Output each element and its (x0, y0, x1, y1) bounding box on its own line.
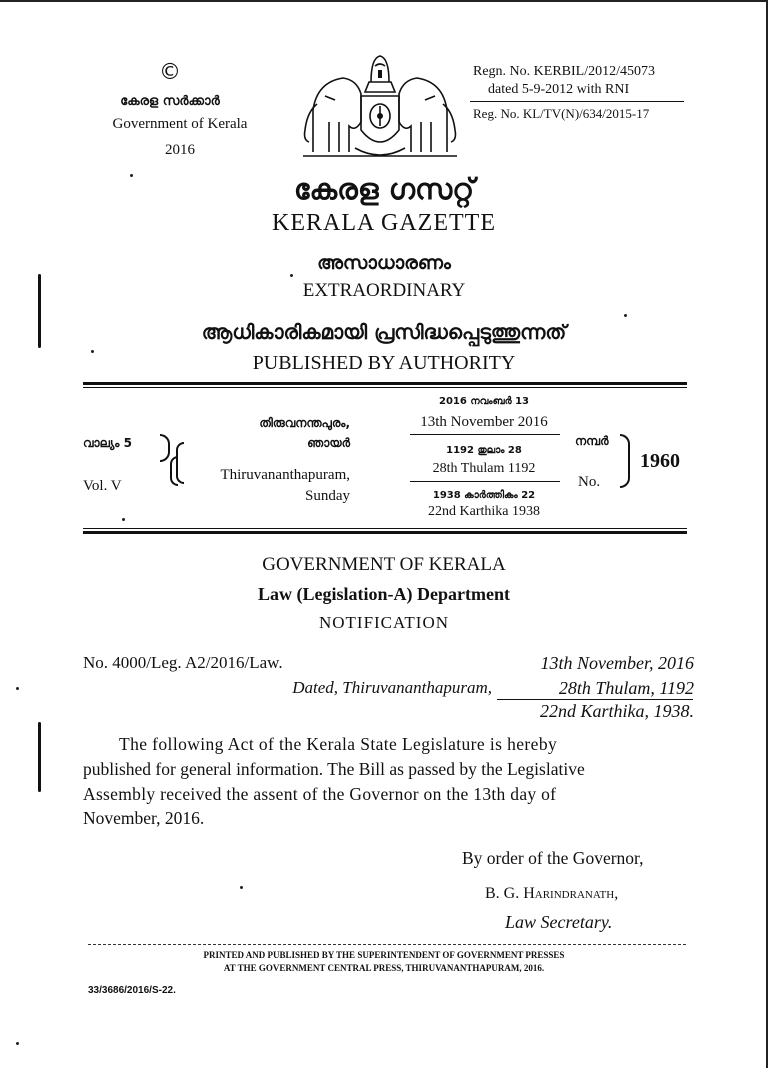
place-name: Thiruvananthapuram, (220, 467, 350, 483)
scan-mark (38, 722, 41, 792)
volume-brace (160, 434, 170, 462)
issue-bottom-rule (83, 531, 687, 534)
registration-date: dated 5-9-2012 with RNI (488, 82, 630, 97)
rni-registration-number: Reg. No. KL/TV(N)/634/2015-17 (473, 106, 650, 121)
date-divider-1 (410, 434, 560, 435)
notification-dated-label: Dated, Thiruvananthapuram, (292, 678, 492, 697)
signatory-designation: Law Secretary. (505, 912, 613, 932)
registration-divider (470, 101, 684, 102)
notification-reference-number: No. 4000/Leg. A2/2016/Law. (83, 653, 283, 672)
scan-mark (38, 274, 41, 348)
date-divider-2 (410, 481, 560, 482)
extraordinary-malayalam: അസാധാരണം (317, 252, 451, 274)
published-by-authority-malayalam: ആധികാരികമായി പ്രസിദ്ധപ്പെടുത്തുന്നത് (201, 320, 567, 344)
body-line-2: published for general information. The Bill as passed by the Legislative (83, 759, 585, 779)
issue-top-rule (83, 382, 687, 385)
gazette-title: KERALA GAZETTE (272, 210, 496, 236)
copyright-symbol: © (159, 60, 181, 85)
gregorian-date-malayalam: 2016 നവംബർ 13 (439, 396, 529, 407)
scan-speck (624, 314, 627, 317)
saka-date: 22nd Karthika 1938 (428, 504, 540, 519)
issue-bottom-rule-thin (83, 528, 687, 529)
print-code: 33/3686/2016/S-22. (88, 985, 176, 996)
gazette-title-malayalam: കേരള ഗസറ്റ് (293, 172, 475, 206)
malayalam-era-date-malayalam: 1192 തുലാം 28 (446, 445, 522, 456)
body-line-1: The following Act of the Kerala State Legislature is hereby (119, 734, 558, 754)
body-line-4: November, 2016. (83, 808, 205, 828)
volume-malayalam: വാല്യം 5 (83, 436, 132, 450)
scan-speck (130, 174, 133, 177)
scan-speck (290, 274, 293, 277)
notification-government: GOVERNMENT OF KERALA (262, 554, 506, 575)
notification-date: 13th November, 2016 (540, 653, 694, 673)
order-line: By order of the Governor, (462, 848, 644, 868)
notification-saka-date: 22nd Karthika, 1938. (539, 701, 694, 721)
notification-title: NOTIFICATION (318, 613, 450, 632)
body-line-3: Assembly received the assent of the Governor on the 13th day of (83, 784, 557, 804)
printer-line-1: PRINTED AND PUBLISHED BY THE SUPERINTENDENT OF GOVERNMENT PRESSES (203, 950, 565, 960)
issue-number-label: No. (578, 474, 601, 490)
volume-number: Vol. V (83, 478, 122, 494)
gregorian-date: 13th November 2016 (420, 414, 548, 430)
notification-department: Law (Legislation-A) Department (258, 584, 510, 604)
published-by-authority: PUBLISHED BY AUTHORITY (252, 352, 516, 374)
date-underline (497, 699, 693, 700)
copyright-year: 2016 (165, 142, 195, 158)
scan-speck (91, 350, 94, 353)
day-name: Sunday (305, 488, 350, 504)
kerala-state-emblem-icon (295, 52, 465, 170)
place-brace (176, 442, 184, 484)
notification-malayalam-era-date: 28th Thulam, 1192 (558, 678, 694, 698)
scan-speck (122, 518, 125, 521)
scan-speck (16, 1042, 19, 1045)
saka-date-malayalam: 1938 കാർത്തികം 22 (432, 490, 536, 501)
issue-number-brace (620, 434, 630, 488)
scan-speck (240, 886, 243, 889)
malayalam-era-date: 28th Thulam 1192 (432, 461, 536, 476)
place-malayalam: തിരുവനന്തപുരം, (259, 416, 350, 430)
issue-number-label-malayalam: നമ്പർ (575, 434, 609, 448)
extraordinary-label: EXTRAORDINARY (302, 280, 466, 301)
scan-speck (16, 687, 19, 690)
registration-number: Regn. No. KERBIL/2012/45073 (473, 64, 655, 79)
issue-number: 1960 (640, 450, 680, 472)
signatory-name: B. G. Harindranath, (485, 885, 619, 902)
printer-line-2: AT THE GOVERNMENT CENTRAL PRESS, THIRUVANANTHAPURAM, 2016. (223, 963, 545, 973)
government-name-malayalam: കേരള സർക്കാർ (120, 94, 220, 109)
footer-rule (88, 944, 686, 945)
issue-top-rule-thin (83, 387, 687, 388)
day-malayalam: ഞായർ (307, 436, 350, 450)
government-name: Government of Kerala (112, 116, 248, 132)
